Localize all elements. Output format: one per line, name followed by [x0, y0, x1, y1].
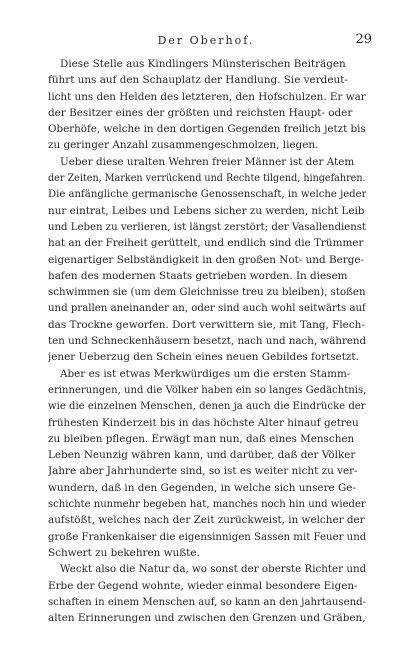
text-line: Diese Stelle aus Kindlingers Münsterischen Beiträgen — [60, 58, 346, 70]
text-line: Oberhöfe, welche in den dortigen Gegenden freilich jetzt bis — [48, 123, 366, 136]
text-line: alten Erinnerungen und zwischen den Grenzen und Gräben, — [48, 612, 366, 625]
text-line: jener Ueberzug den Schein eines neuen Gebildes fortsetzt. — [48, 351, 359, 364]
text-line: eigenartiger Selbständigkeit in den großen Not- und Berge- — [48, 253, 365, 266]
text-line: wie die einzelnen Menschen, denen ja auch die Eindrücke der — [48, 400, 366, 413]
text-line: Die anfängliche germanische Genossenschaft, in welche jeder — [48, 188, 366, 201]
text-line: der Besitzer eines der größten und reichsten Haupt- oder — [48, 106, 353, 119]
text-line: zu geringer Anzahl zusammengeschmolzen, liegen. — [48, 139, 319, 152]
text-line: und prallen aneinander an, oder sind auch wohl seitwärts auf — [48, 302, 366, 315]
text-line: hat an der Freiheit gerüttelt, und endlich sind die Trümmer — [48, 237, 364, 250]
text-line: Aber es ist etwas Merkwürdiges um die ersten Stamm- — [60, 367, 351, 380]
text-line: Schwert zu bekehren wußte. — [48, 546, 200, 559]
page-number: 29 — [355, 32, 372, 47]
text-line: das Trockne geworfen. Dort verwittern sie, mit Tang, Flech- — [48, 318, 365, 331]
running-title: Der Oberhof. — [157, 34, 255, 47]
text-line: große Frankenkaiser die eigensinnigen Sassen mit Feuer und — [48, 530, 366, 543]
text-line: aufstößt, welches nach der Zeit zurückweist, in welcher der — [48, 514, 365, 527]
text-line: Leben Neunzig währen kann, und darüber, daß der Völker — [48, 449, 356, 462]
text-line: führt uns auf den Schauplatz der Handlung. Sie verdeut- — [48, 74, 348, 87]
text-line: hafen des modernen Staats getrieben worden. In diesem — [48, 269, 348, 282]
text-line: der Zeiten, Marken verrückend und Rechte tilgend, hingefahren. — [48, 172, 366, 185]
text-line: frühesten Kinderzeit bis in das höchste Alter hinauf getreu — [48, 416, 359, 429]
text-line: zu bleiben pflegen. Erwägt man nun, daß eines Menschen — [48, 432, 355, 445]
text-line: und Leben zu verlieren, ist längst zerstört; der Vasallendienst — [48, 220, 366, 233]
text-line: erinnerungen, und die Völker haben ein so langes Gedächtnis, — [48, 383, 366, 396]
page-header — [40, 34, 372, 50]
text-line: Ueber diese uralten Wehren freier Männer ist der Atem — [60, 155, 355, 168]
text-line: Erbe der Gegend wohnte, wieder einmal besondere Eigen- — [48, 579, 358, 592]
body-text — [48, 56, 366, 626]
text-line: Jahre aber Jahrhunderte sind, so ist es weiter nicht zu ver- — [48, 465, 358, 478]
text-line: schwimmen sie (um dem Gleichnisse treu zu bleiben), stoßen — [48, 286, 366, 299]
text-line: licht uns den Helden des letzteren, den Hofschulzen. Er war — [48, 90, 366, 103]
text-line: schichte nunmehr begeben hat, manches noch hin und wieder — [48, 498, 366, 511]
text-line: Weckt also die Natur da, wo sonst der oberste Richter und — [60, 563, 366, 576]
text-line: nur eintrat, Leibes und Lebens sicher zu werden, nicht Leib — [48, 204, 365, 217]
text-line: wundern, daß in den Gegenden, in welche sich unsere Ge- — [48, 481, 356, 494]
text-line: ten und Schneckenhäusern besetzt, nach und nach, während — [48, 335, 366, 348]
text-line: schaften in einem Menschen auf, so kann an den jahrtausend- — [48, 595, 366, 608]
